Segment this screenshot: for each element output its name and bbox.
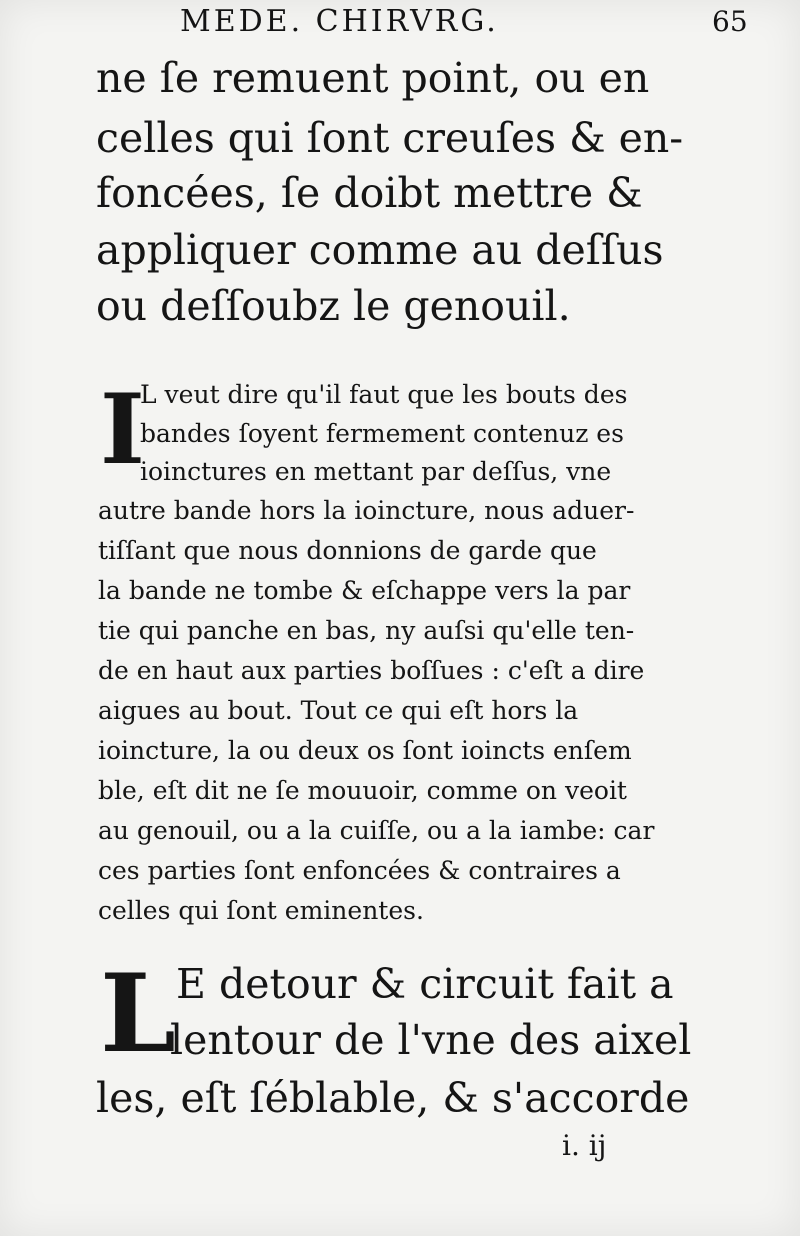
- commentary-line: de en haut aux parties boſſues : c'eſt a dire: [98, 656, 645, 685]
- bottom-passage-line: les, eſt ſéblable, & s'accorde: [96, 1074, 690, 1122]
- bottom-passage-line: E detour & circuit fait a: [176, 960, 674, 1008]
- commentary-line: ioinctures en mettant par deſſus, vne: [140, 457, 612, 486]
- running-title: MEDE. CHIRVRG.: [180, 4, 499, 39]
- commentary-line: tiſſant que nous donnions de garde que: [98, 536, 597, 565]
- signature-mark: i. ij: [562, 1129, 607, 1162]
- bottom-passage-line: lentour de l'vne des aixel: [170, 1016, 692, 1064]
- page-number: 65: [712, 5, 748, 38]
- commentary-line: bandes ſoyent fermement contenuz es: [140, 419, 624, 448]
- bottom-passage-drop-cap: L: [100, 951, 176, 1077]
- commentary-line: aigues au bout. Tout ce qui eſt hors la: [98, 696, 579, 725]
- top-passage-line: celles qui ſont creuſes & en-: [96, 114, 684, 162]
- commentary-line: celles qui ſont eminentes.: [98, 896, 424, 925]
- commentary-line: ioincture, la ou deux os ſont ioincts enſem: [98, 736, 632, 765]
- commentary-line: L veut dire qu'il faut que les bouts des: [140, 380, 628, 409]
- top-passage-line: appliquer comme au deſſus: [96, 226, 664, 274]
- commentary-drop-cap: I: [100, 373, 145, 486]
- top-passage-line: ne ſe remuent point, ou en: [96, 54, 650, 102]
- commentary-line: tie qui panche en bas, ny auſsi qu'elle ten-: [98, 616, 635, 645]
- commentary-line: ces parties ſont enfoncées & contraires a: [98, 856, 621, 885]
- commentary-line: la bande ne tombe & eſchappe vers la par: [98, 576, 631, 605]
- top-passage-line: foncées, ſe doibt mettre &: [96, 169, 643, 217]
- commentary-line: au genouil, ou a la cuiſſe, ou a la iambe: car: [98, 816, 655, 845]
- commentary-line: autre bande hors la ioincture, nous aduer-: [98, 496, 635, 525]
- commentary-line: ble, eſt dit ne ſe mouuoir, comme on veoit: [98, 776, 627, 805]
- top-passage-line: ou deſſoubz le genouil.: [96, 282, 571, 330]
